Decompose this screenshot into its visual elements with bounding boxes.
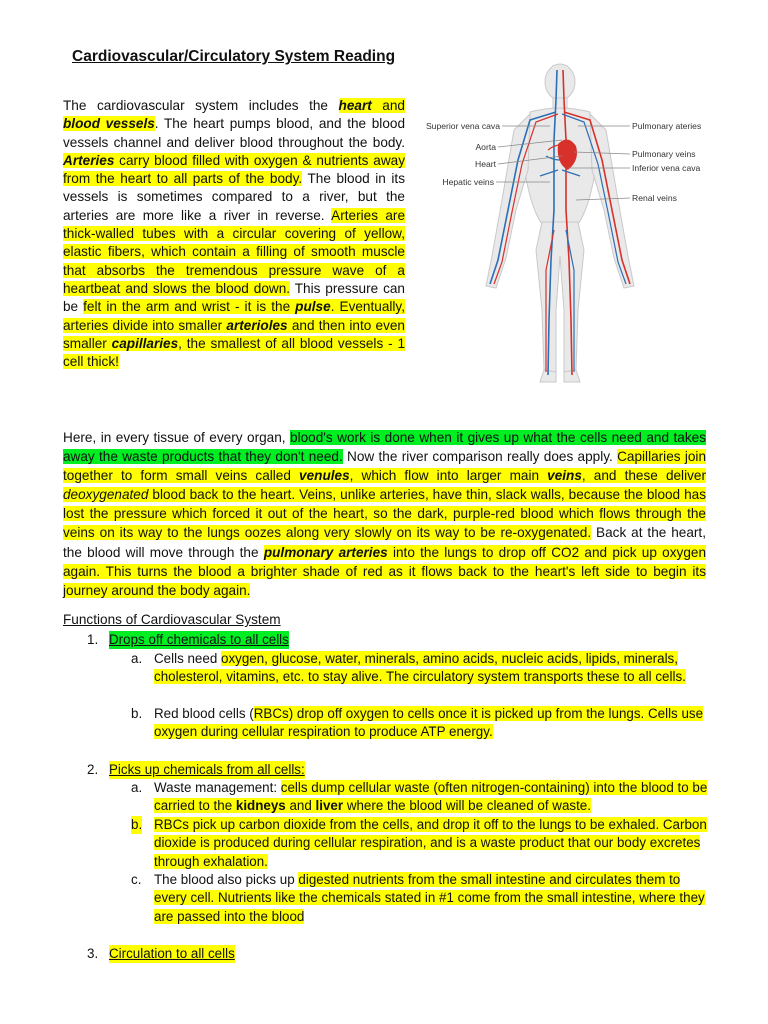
- circulatory-system-diagram: [418, 60, 718, 390]
- functions-heading: Functions of Cardiovascular System: [63, 612, 281, 627]
- intro-paragraph: The cardiovascular system includes the heart and blood vessels. The heart pumps blood, and the blood vessels channel and deliver blood throughout the body. Arteries carry blood filled with oxygen & nutrients away from the heart to all parts of the body. The blood in its vessels is sometimes compared to a river, but the arteries are more like a river in reverse. Arteries are thick-walled tubes with a circular covering of yellow, elastic fibers, which contain a filling of smooth muscle that absorbs the tremendous pressure wave of a heartbeat and slows the blood down. This pressure can be felt in the arm and wrist - it is the pulse. Eventually, arteries divide into smaller arterioles and then into even smaller capillaries, the smallest of all blood vessels - 1 cell thick!: [63, 98, 406, 370]
- body-illustration: [418, 60, 718, 390]
- second-paragraph: Here, in every tissue of every organ, blood's work is done when it gives up what the cells need and takes away the waste products that they don't need. Now the river comparison really does apply. Capillaries join together to form small veins called venules, which flow into larger main veins, and these deliver deoxygenated blood back to the heart. Veins, unlike arteries, have thin, slack walls, because the blood has lost the pressure which forced it out of the heart, so the dark, purple-red blood which flows through the veins on its way to the lungs oozes along very slowly on its way to be re-oxygenated. Back at the heart, the blood will move through the pulmonary arteries into the lungs to drop off CO2 and pick up oxygen again. This turns the blood a brighter shade of red as it flows back to the heart's left side to begin its journey around the body again.: [63, 430, 707, 598]
- label-pulmonary-arteries: Pulmonary ateries: [632, 121, 702, 131]
- label-inferior-vena-cava: Inferior vena cava: [632, 163, 701, 173]
- label-pulmonary-veins: Pulmonary veins: [632, 149, 696, 159]
- page-title: Cardiovascular/Circulatory System Reading: [72, 48, 396, 65]
- label-heart: Heart: [474, 159, 496, 169]
- label-superior-vena-cava: Superior vena cava: [425, 121, 500, 131]
- label-hepatic-veins: Hepatic veins: [442, 177, 494, 187]
- label-aorta: Aorta: [475, 142, 496, 152]
- label-renal-veins: Renal veins: [632, 193, 677, 203]
